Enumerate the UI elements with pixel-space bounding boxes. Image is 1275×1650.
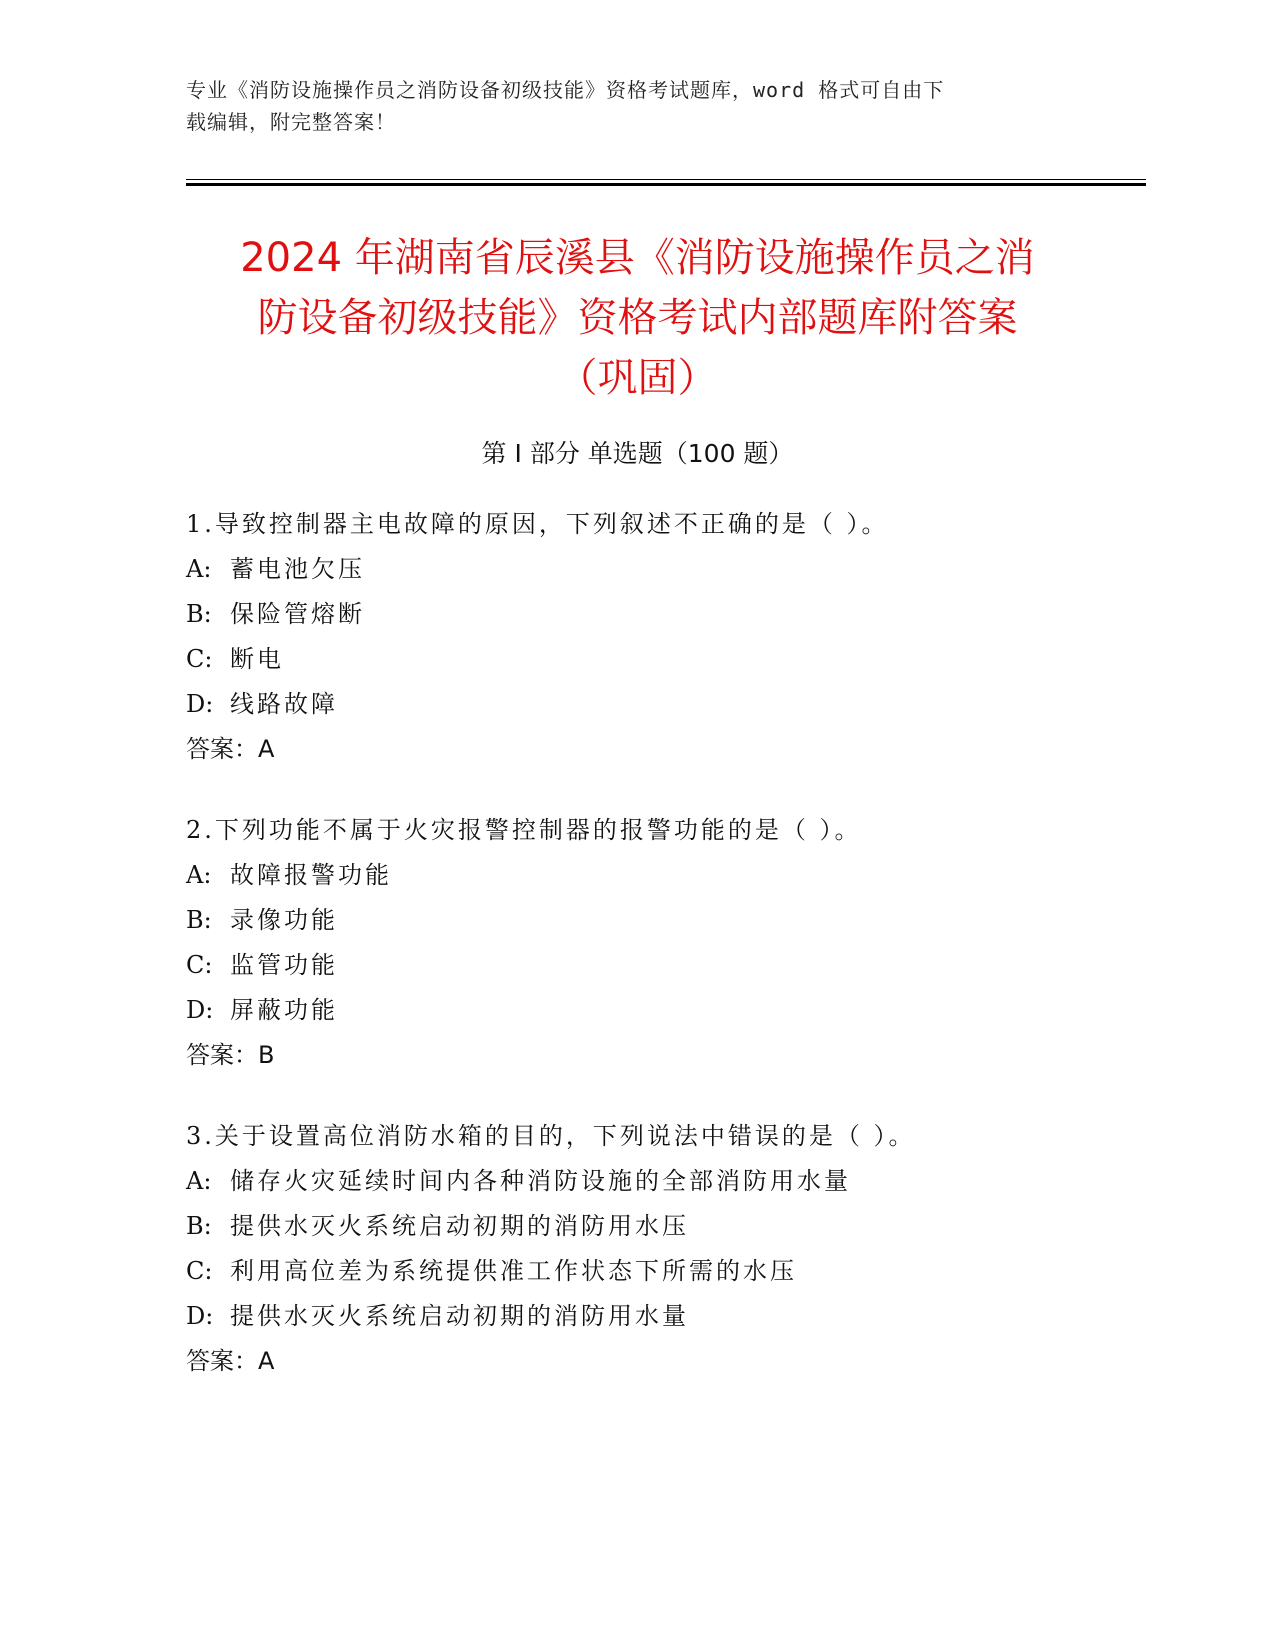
option-text: 断电 [230, 645, 284, 673]
question-stem: 3.关于设置高位消防水箱的目的，下列说法中错误的是（ ）。 [186, 1122, 916, 1150]
option-letter: C: [186, 951, 213, 979]
option-letter: B: [186, 1212, 212, 1240]
option-text: 利用高位差为系统提供准工作状态下所需的水压 [230, 1257, 797, 1285]
option-text: 屏蔽功能 [230, 996, 338, 1024]
option-c [186, 943, 1186, 988]
option-text: 保险管熔断 [230, 600, 365, 628]
option-letter: B: [186, 600, 212, 628]
option-d [186, 1294, 1186, 1339]
option-d [186, 682, 1186, 727]
option-a [186, 547, 1186, 592]
option-letter: D: [186, 996, 214, 1024]
option-a [186, 1159, 1186, 1204]
answer: 答案：A [186, 1347, 275, 1375]
option-text: 提供水灭火系统启动初期的消防用水压 [230, 1212, 689, 1240]
header-note-line1: 专业《消防设施操作员之消防设备初级技能》资格考试题库，word 格式可自由下 [186, 78, 945, 102]
option-text: 录像功能 [230, 906, 338, 934]
option-letter: A: [186, 861, 212, 889]
question-3 [186, 1114, 1186, 1384]
question-1 [186, 502, 1186, 772]
option-letter: A: [186, 555, 212, 583]
option-letter: C: [186, 1257, 213, 1285]
answer: 答案：B [186, 1041, 275, 1069]
header-note-line2: 载编辑，附完整答案！ [186, 110, 396, 134]
question-stem: 2.下列功能不属于火灾报警控制器的报警功能的是（ ）。 [186, 816, 862, 844]
option-text: 故障报警功能 [230, 861, 392, 889]
option-letter: C: [186, 645, 213, 673]
document-title-line3: （巩固） [557, 355, 718, 401]
answer: 答案：A [186, 735, 275, 763]
option-text: 储存火灾延续时间内各种消防设施的全部消防用水量 [230, 1167, 851, 1195]
option-c [186, 1249, 1186, 1294]
option-b [186, 592, 1186, 637]
option-c [186, 637, 1186, 682]
section-title: 第 I 部分 单选题（100 题） [481, 439, 794, 468]
option-text: 提供水灭火系统启动初期的消防用水量 [230, 1302, 689, 1330]
option-text: 监管功能 [230, 951, 338, 979]
option-text: 蓄电池欠压 [230, 555, 365, 583]
question-stem: 1.导致控制器主电故障的原因，下列叙述不正确的是（ ）。 [186, 510, 889, 538]
option-letter: A: [186, 1167, 212, 1195]
header-divider-thick [186, 183, 1146, 186]
question-2 [186, 808, 1186, 1078]
option-letter: B: [186, 906, 212, 934]
option-d [186, 988, 1186, 1033]
option-text: 线路故障 [230, 690, 338, 718]
document-title-line1: 2024 年湖南省辰溪县《消防设施操作员之消 [240, 235, 1035, 281]
header-note [186, 74, 1086, 138]
document-title [160, 228, 1115, 408]
document-title-line2: 防设备初级技能》资格考试内部题库附答案 [257, 295, 1018, 341]
header-divider-thin [186, 179, 1146, 180]
option-letter: D: [186, 690, 214, 718]
option-a [186, 853, 1186, 898]
option-b [186, 1204, 1186, 1249]
option-letter: D: [186, 1302, 214, 1330]
option-b [186, 898, 1186, 943]
